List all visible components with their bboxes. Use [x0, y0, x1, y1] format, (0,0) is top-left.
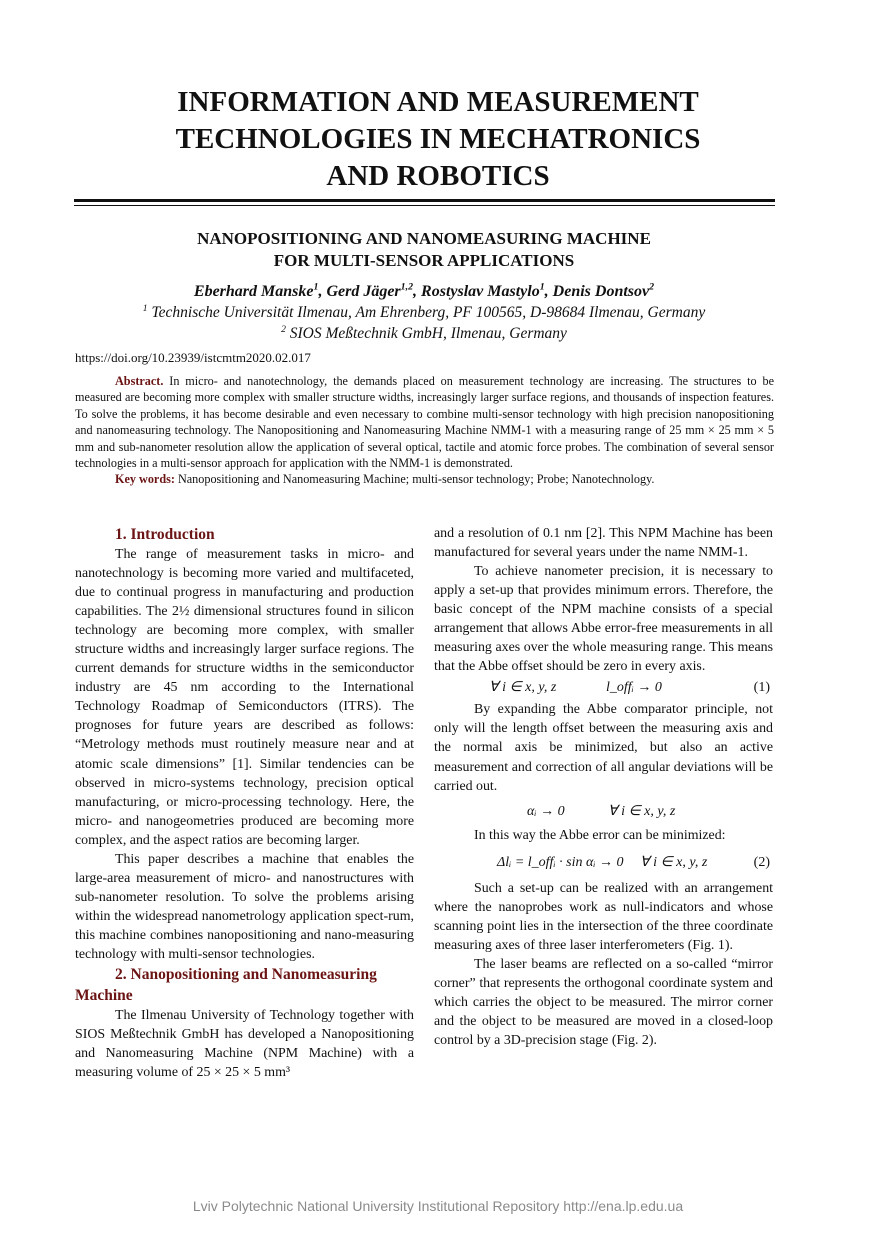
equation-angle	[434, 796, 773, 826]
affiliation-1	[0, 304, 848, 322]
header-rule-thick	[74, 199, 775, 202]
equation-number: (1)	[753, 680, 770, 696]
paragraph: This paper describes a machine that enables the large-area measurement of micro- and nanostructures with sub-nanometer resolution. To solve the problems arising within the widespread nanometrology application spect-rum, this machine combines nanopositioning and nano-measuring technology with multi-sensor technologies.	[75, 851, 414, 962]
paragraph: The Ilmenau University of Technology together with SIOS Meßtechnik GmbH has developed a Nanopositioning and Nanomeasuring Machine (NPM Machine) with a measuring volume of 25 × 25 × 5 mm³	[75, 1008, 414, 1081]
journal-title-line2: TECHNOLOGIES IN MECHATRONICS	[175, 123, 701, 155]
equation-term: ∀ i ∈ x, y, z	[489, 680, 557, 696]
equation-term: ∀ i ∈ x, y, z	[640, 854, 708, 870]
author-name: Denis Dontsov	[552, 283, 650, 300]
keywords-paragraph	[75, 471, 774, 487]
section-heading-introduction: 1. Introduction	[115, 526, 215, 543]
author-affil-sup: 1,2	[400, 281, 414, 293]
affiliation-text: SIOS Meßtechnik GmbH, Ilmenau, Germany	[289, 325, 567, 342]
equation-number: (2)	[753, 854, 770, 870]
keywords-text: Nanopositioning and Nanomeasuring Machine; multi-sensor technology; Probe; Nanotechnology.	[177, 472, 655, 487]
left-column	[75, 524, 414, 1082]
abstract-label: Abstract.	[115, 374, 164, 388]
equation-1	[434, 676, 773, 700]
author-list: Eberhard Manske$^1$, Gerd Jäger$^{1,2}$, Rostyslav Mastylo$^1$, Denis Dontsov$^2$	[193, 281, 655, 300]
equation-2	[434, 845, 773, 879]
keywords-label: Key words:	[115, 472, 175, 487]
abstract-paragraph	[75, 373, 774, 471]
author-name: Gerd Jäger	[326, 283, 401, 300]
paragraph: By expanding the Abbe comparator principle, not only will the length offset between the measuring axis and the normal axis be minimized, but also an active measurement and correction of all angular deviations will be carried out.	[434, 702, 773, 794]
author-affil-sup: 2	[649, 281, 655, 293]
affiliation-sup: 1	[142, 302, 148, 314]
paragraph: Such a set-up can be realized with an arrangement where the nanoprobes work as null-indicators and whose scanning point lies in the intersection of the three coordinate measuring axes of three laser interferometers (Fig. 1).	[434, 880, 773, 953]
paragraph: and a resolution of 0.1 nm [2]. This NPM Machine has been manufactured for several years under the name NMM-1.	[434, 526, 773, 561]
repository-footer: Lviv Polytechnic National University Institutional Repository http://ena.lp.edu.ua	[192, 1198, 684, 1214]
journal-title-line3: AND ROBOTICS	[326, 160, 550, 192]
author-name: Eberhard Manske	[193, 283, 314, 300]
author-affil-sup: 1	[539, 281, 545, 293]
equation-term: ∀ i ∈ x, y, z	[608, 803, 676, 819]
header-rule-thin	[74, 205, 775, 206]
affiliation-sup: 2	[281, 323, 286, 335]
abstract-block	[75, 373, 774, 488]
paper-title	[0, 228, 848, 272]
paragraph: In this way the Abbe error can be minimized:	[474, 827, 726, 843]
abstract-text: In micro- and nanotechnology, the demands placed on measurement technology are increasing. The structures to be measured are becoming more complex with smaller structure widths, increasingly larger surface regions, and thousands of inspection features. To solve the problems, it has become desirable and even necessary to combine multi-sensor technology with high precision nanopositioning and nanomeasuring technology. The Nanopositioning and Nanomeasuring Machine NMM-1 with a measuring range of 25 mm × 25 mm × 5 mm and sub-nanometer resolution allow the application of several optical, tactile and atomic force probes. The combination of several sensor technologies in a multi-sensor approach for application with the NMM-1 is demonstrated.	[75, 374, 775, 471]
affiliation-text: Technische Universität Ilmenau, Am Ehrenberg, PF 100565, D-98684 Ilmenau, Germany	[151, 304, 706, 321]
section-heading-nanopositioning: 2. Nanopositioning and Nanomeasuring Machine	[75, 966, 377, 1005]
author-affil-sup: 1	[313, 281, 319, 293]
doi-link[interactable]: https://doi.org/10.23939/istcmtm2020.02.017	[75, 350, 311, 365]
equation-term: αᵢ → 0	[527, 803, 565, 819]
affiliation-2	[0, 325, 848, 343]
paragraph: To achieve nanometer precision, it is necessary to apply a set-up that provides minimum errors. Therefore, the basic concept of the NPM machine consists of a special arrangement that allows Abbe error-free measurements in all measuring axes over the whole measuring range. This means that the Abbe offset should be zero in every axis.	[434, 564, 773, 675]
equation-term: Δlᵢ = l_offᵢ · sin αᵢ → 0	[497, 854, 624, 870]
paragraph: The laser beams are reflected on a so-called “mirror corner” that represents the orthogonal coordinate system and which carries the object to be measured. The mirror corner and the object to be measured are moved in a closed-loop control by a 3D-precision stage (Fig. 2).	[434, 956, 773, 1049]
right-column	[434, 524, 773, 1050]
journal-title-line1: INFORMATION AND MEASUREMENT	[177, 86, 699, 118]
journal-title	[0, 84, 876, 195]
paper-title-line2: FOR MULTI-SENSOR APPLICATIONS	[273, 251, 575, 270]
author-name: Rostyslav Mastylo	[421, 283, 540, 300]
paragraph: The range of measurement tasks in micro- and nanotechnology is becoming more varied and multifaceted, due to continual progress in manufacturing and production capabilities. The 2½ dimensional structures found in silicon technology are becoming more complex, with smaller structure widths and increasingly larger surface regions. The current demands for structure widths in the semiconductor industry are 45 nm according to the International Technology Roadmap of Semiconductors (ITRS). The prognoses for future years are described as follows: “Metrology methods must routinely measure near and at atomic scale dimensions” [1]. Similar tendencies can be observed in micro-systems technology, precision optical manufacturing, or micro-processing technology. Here, the micro- and nanogeometries produced are becoming more complex, and the aspect ratios are becoming larger.	[75, 547, 414, 848]
equation-term: l_offᵢ → 0	[606, 680, 662, 696]
paper-title-line1: NANOPOSITIONING AND NANOMEASURING MACHINE	[197, 229, 651, 248]
